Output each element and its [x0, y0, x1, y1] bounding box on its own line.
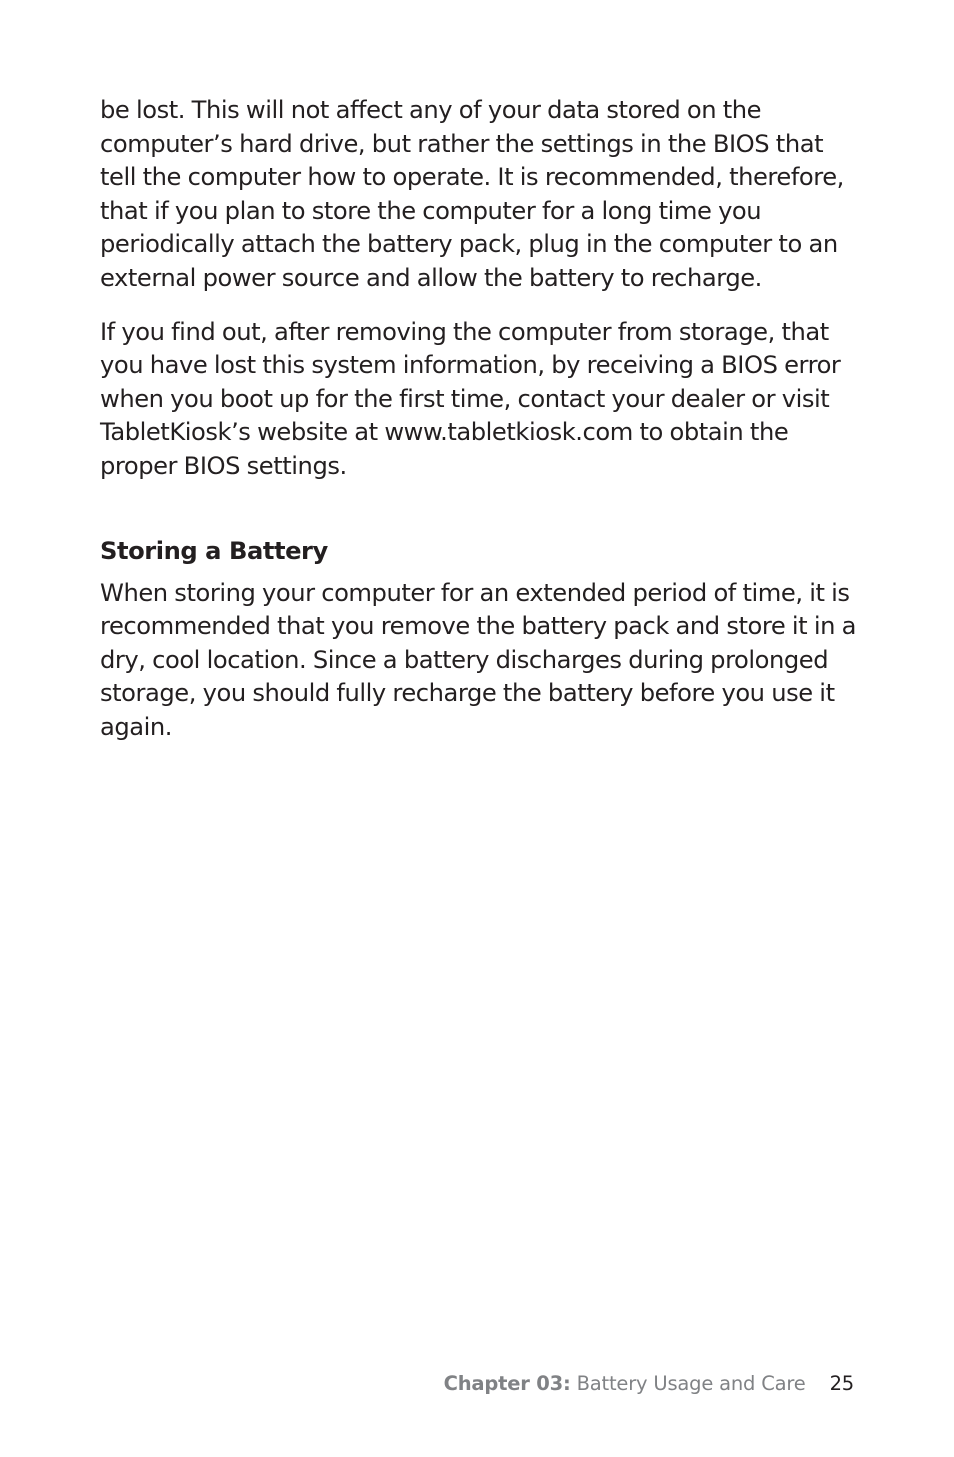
- footer-chapter-label: Chapter 03:: [443, 1372, 571, 1395]
- paragraph-storing-battery: When storing your computer for an extended period of time, it is recommended that you remove the battery pack and store it in a dry, cool location. Since a battery discharges during prolonged storage, you should fully recharge the battery before you use it again.: [100, 578, 857, 741]
- section-heading-storing-battery: Storing a Battery: [100, 536, 328, 565]
- page-footer: [444, 1370, 854, 1398]
- document-page: [100, 94, 860, 745]
- paragraph-bios-error: If you find out, after removing the computer from storage, that you have lost this system information, by receiving a BIOS error when you boot up for the first time, contact your dealer or visit TabletKiosk’s website at www.tabletkiosk.com to obtain the proper BIOS settings.: [100, 317, 841, 480]
- footer-chapter-title: Battery Usage and Care: [576, 1372, 806, 1395]
- paragraph-bios-settings-loss: be lost. This will not affect any of your data stored on the computer’s hard drive, but rather the settings in the BIOS that tell the computer how to operate. It is recommended, therefore, that if you plan to store the computer for a long time you periodically attach the battery pack, plug in the computer to an external power source and allow the battery to recharge.: [100, 96, 844, 292]
- page-number: 25: [829, 1372, 854, 1395]
